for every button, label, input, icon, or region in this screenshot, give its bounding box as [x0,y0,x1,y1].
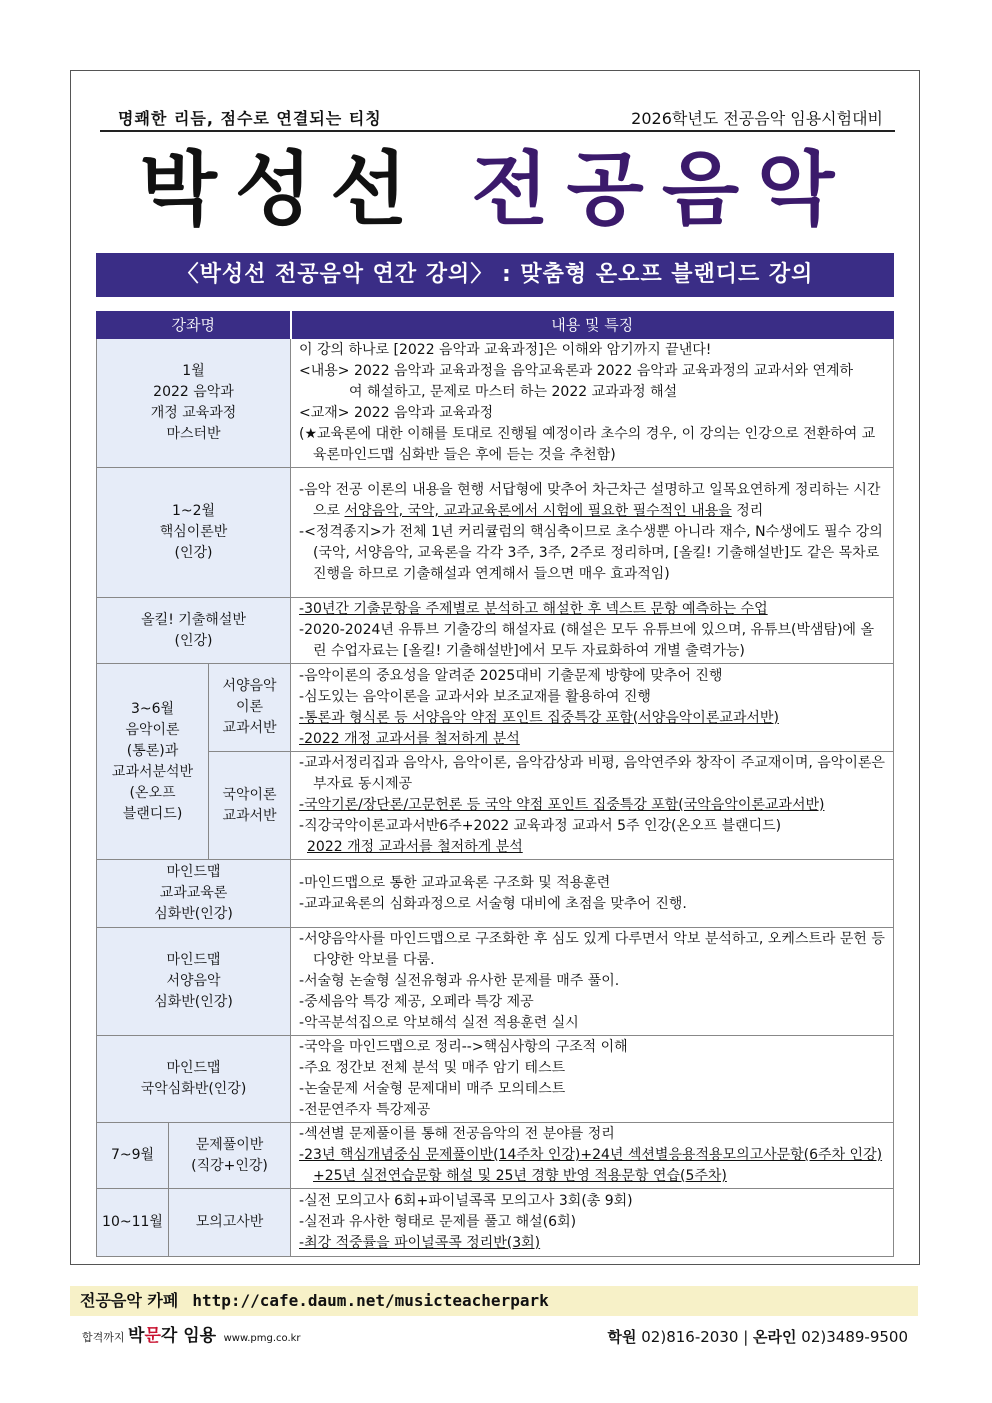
course-name-line: 교과서분석반 [111,763,194,780]
course-content-cell [291,752,894,860]
content-line: -서양음악사를 마인드맵으로 구조화한 후 심도 있게 다루면서 악보 분석하고, 오케스트라 문헌 등 다양한 악보를 다룸. [299,931,885,968]
online-phone: 02)3489-9500 [801,1328,908,1346]
sub-course-line: 서양음악 [222,678,277,694]
logo-brand [128,1326,216,1346]
publisher-logo [82,1327,301,1348]
content-line: -2022 개정 교과서를 철저하게 분석 [299,730,520,747]
cafe-bar [70,1286,918,1316]
course-name-line: (온오프 [129,784,176,801]
title-subject: 전공음악 [471,143,853,236]
course-name-line: 서양음악 [166,973,221,989]
content-line: -논술문제 서술형 문제대비 매주 모의테스트 [299,1081,566,1097]
content-line: -실전 모의고사 6회+파이널콕콕 모의고사 3회(총 9회) [299,1193,633,1209]
cafe-label: 전공음악 카페 [80,1291,179,1310]
header-bar [100,100,895,132]
period-cell: 7~9월 [97,1123,169,1189]
course-name-line: 마인드맵 [166,952,221,968]
course-name-line: 마인드맵 [166,864,221,880]
course-name-line: 올킬! 기출해설반 [141,611,246,628]
content-text: -음악 전공 이론의 내용을 현행 서답형에 맞추어 차근차근 설명하고 일목요연하게 정리하는 시간으로 [299,482,881,519]
table-row [97,860,894,928]
content-line: -통론과 형식론 등 서양음악 약점 포인트 집중특강 포함(서양음악이론교과서반) [299,709,779,726]
course-name-line: 심화반(인강) [154,994,233,1010]
course-name-line: 마인드맵 [166,1060,221,1076]
logo-prefix: 합격까지 [82,1331,125,1344]
course-name-line: 마스터반 [166,426,221,442]
content-line: -중세음악 특강 제공, 오페라 특강 제공 [299,994,534,1010]
online-label: 온라인 [753,1328,797,1346]
sub-course-line: 국악이론 [222,786,277,803]
content-line: -2020-2024년 유튜브 기출강의 해설자료 (해설은 모두 유튜브에 있으며, 유튜브(박샘탐)에 올린 수업자료는 [올킬! 기출해설반]에서 모두 자료화하여 개별 출력가능) [299,622,875,659]
header-course-name: 강좌명 [97,312,291,339]
course-name-line: 핵심이론반 [159,524,228,540]
course-name-cell [97,468,291,598]
page-title [0,140,992,240]
logo-char: 임용 [177,1326,217,1346]
content-line: <교재> 2022 음악과 교육과정 [299,405,494,421]
content-line: -마인드맵으로 통한 교과교육론 구조화 및 적용훈련 [299,874,611,891]
course-content-cell [291,339,894,468]
table-row [97,928,894,1036]
course-content-cell [291,468,894,598]
table-row [97,339,894,468]
course-table [96,311,894,1257]
sub-course-cell: 모의고사반 [169,1189,291,1257]
content-text: 정리 [731,503,764,519]
course-name-line: 개정 교육과정 [150,405,237,421]
content-line: -<정격종지>가 전체 1년 커리큘럼의 핵심축이므로 초수생뿐 아니라 재수, N수생에도 필수 강의(국악, 서양음악, 교육론을 각각 3주, 3주, 2주로 정리하며, [올킬! 기출해설반]도 같은 목차로 진행을 하므로 기출해설과 연계해서 들으면 매우 효과적임) [299,524,883,582]
course-name-cell [97,928,291,1036]
logo-char: 각 [160,1326,178,1346]
course-name-line: 국악심화반(인강) [140,1081,247,1097]
title-name: 박성선 [139,143,426,236]
course-name-cell [97,598,291,664]
course-name-line: 3~6월 [130,700,175,717]
table-row [97,752,894,860]
course-name-cell [97,860,291,928]
content-line: -전문연주자 특강제공 [299,1102,431,1118]
sub-course-cell [209,664,291,752]
course-content-cell [291,928,894,1036]
content-line: -30년간 기출문항을 주제별로 분석하고 해설한 후 넥스트 문항 예측하는 수업 [299,601,768,617]
logo-char: 박 [128,1326,145,1346]
course-name-line: 블랜디드) [122,805,183,822]
course-name-line: (통론)과 [126,742,179,759]
academy-label: 학원 [607,1328,637,1346]
period-cell: 10~11월 [97,1189,169,1257]
content-line: -섹션별 문제풀이를 통해 전공음악의 전 분야를 정리 [299,1126,615,1142]
course-name-line: 음악이론 [125,721,180,738]
cafe-link[interactable]: http://cafe.daum.net/musicteacherpark [192,1291,549,1310]
course-content-cell [291,664,894,752]
table-row [97,1189,894,1257]
publisher-site: www.pmg.co.kr [223,1333,301,1344]
sub-course-cell [209,752,291,860]
course-name-line: 1~2월 [171,503,216,519]
content-line: -23년 핵심개념중심 문제풀이반(14주차 인강)+24년 섹션별응용적용모의고사문항(6주차 인강) +25년 실전연습문항 해설 및 25년 경향 반영 적용문항 연습(5주차) [299,1147,883,1184]
content-line: -직강국악이론교과서반6주+2022 교육과정 교과서 5주 인강(온오프 블랜디드) [299,818,782,834]
content-line: -악곡분석집으로 악보해석 실전 적용훈련 실시 [299,1015,579,1031]
table-row [97,664,894,752]
course-name-cell [97,664,209,860]
content-line: <내용> 2022 음악과 교육과정을 음악교육론과 2022 음악과 교육과정의 교과서와 연계하 [299,363,854,379]
content-line [299,480,885,522]
content-line: 2022 개정 교과서를 철저하게 분석 [307,839,523,855]
course-name-line: (인강) [174,632,213,649]
content-line: -국악을 마인드맵으로 정리-->핵심사항의 구조적 이해 [299,1039,628,1055]
content-line: -교과서정리집과 음악사, 음악이론, 음악감상과 비평, 음악연주와 창작이 주교재이며, 음악이론은 부자료 동시제공 [299,755,885,792]
course-name-line: 1월 [182,363,205,379]
table-row [97,468,894,598]
course-content-cell [291,1123,894,1189]
content-line: -실전과 유사한 형태로 문제를 풀고 해설(6회) [299,1214,577,1230]
content-line: -교과교육론의 심화과정으로 서술형 대비에 초점을 맞추어 진행. [299,895,687,912]
course-name-line: (인강) [174,545,213,561]
content-line: -음악이론의 중요성을 알려준 2025대비 기출문제 방향에 맞추어 진행 [299,667,723,684]
content-text-underlined: 서양음악, 국악, 교과교육론에서 시험에 필요한 필수적인 내용을 [344,503,732,519]
separator: | [743,1328,749,1346]
course-name-line: 심화반(인강) [154,906,233,922]
header-content: 내용 및 특징 [291,312,894,339]
tagline: 명쾌한 리듬, 점수로 연결되는 티칭 [118,109,382,128]
sub-course-line: (직강+인강) [191,1157,268,1174]
exam-tag: 2026학년도 전공음악 임용시험대비 [631,109,883,128]
content-line: -최강 적중률을 파이널콕콕 정리반(3회) [299,1235,541,1251]
content-line: (★교육론에 대한 이해를 토대로 진행될 예정이라 초수의 경우, 이 강의는 인강으로 전환하여 교육론마인드맵 심화반 들은 후에 듣는 것을 추천함) [299,426,876,463]
content-line: -심도있는 음악이론을 교과서와 보조교재를 활용하여 진행 [299,688,651,705]
course-banner: 〈박성선 전공음악 연간 강의〉 : 맞춤형 온오프 블랜디드 강의 [96,253,894,297]
course-content-cell [291,860,894,928]
course-name-cell [97,1036,291,1123]
content-line: -국악기론/장단론/고문헌론 등 국악 약점 포인트 집중특강 포함(국악음악이론교과서반) [299,797,825,813]
course-name-cell [97,339,291,468]
contact-info [607,1327,908,1347]
logo-char: 문 [144,1326,161,1346]
course-name-line: 교과교육론 [159,885,228,901]
sub-course-line: 교과서반 [222,807,277,824]
course-content-cell [291,598,894,664]
sub-course-line: 이론 [235,699,264,715]
academy-phone: 02)816-2030 [641,1328,739,1346]
sub-course-line: 문제풀이반 [195,1136,264,1153]
content-line: 이 강의 하나로 [2022 음악과 교육과정]은 이해와 암기까지 끝낸다! [299,342,712,358]
sub-course-line: 교과서반 [222,720,277,736]
course-content-cell [291,1189,894,1257]
table-row [97,1036,894,1123]
content-line: 여 해설하고, 문제로 마스터 하는 2022 교과과정 해설 [349,384,678,400]
sub-course-cell [169,1123,291,1189]
content-line: -주요 정간보 전체 분석 및 매주 암기 테스트 [299,1060,566,1076]
course-content-cell [291,1036,894,1123]
course-name-line: 2022 음악과 [153,384,234,400]
table-row [97,1123,894,1189]
content-line: -서술형 논술형 실전유형과 유사한 문제를 매주 풀이. [299,973,620,989]
table-row [97,598,894,664]
table-header-row [97,312,894,339]
